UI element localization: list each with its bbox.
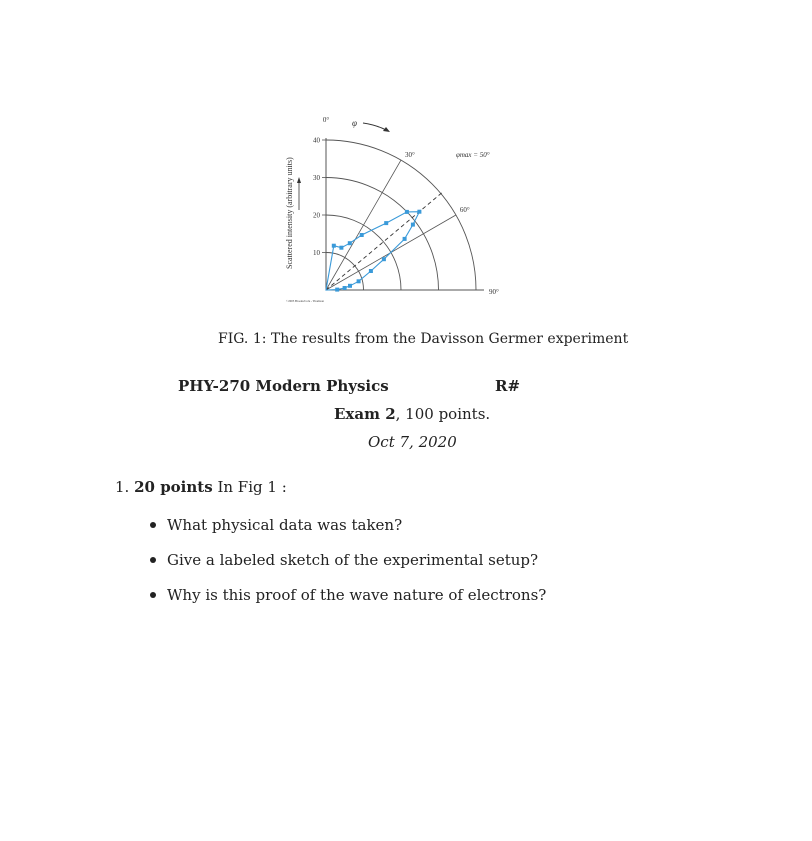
davisson-germer-polar-figure <box>270 86 560 316</box>
radial-tick-label: 10 <box>313 249 320 257</box>
bullet-item <box>150 543 546 578</box>
y-axis-label: Scattered intensity (arbitrary units) <box>285 157 294 269</box>
data-point <box>369 269 373 273</box>
bullet-text: What physical data was taken? <box>167 516 403 534</box>
credit-text: ©2005 Brooks/Cole - Thomson <box>286 299 324 303</box>
data-point <box>417 210 421 214</box>
angle-spoke <box>326 160 401 290</box>
bullet-dot-icon <box>150 592 156 598</box>
data-point <box>348 284 352 288</box>
bullet-text: Give a labeled sketch of the experimental setup? <box>167 551 539 569</box>
phi-max-dashed-line <box>326 192 443 290</box>
data-point <box>405 210 409 214</box>
angle-label: 90° <box>489 288 499 296</box>
figure-caption: FIG. 1: The results from the Davisson Germer experiment <box>218 331 629 347</box>
question-1 <box>115 478 287 496</box>
angle-label: 30° <box>405 151 415 160</box>
question-points: 20 points <box>134 478 213 496</box>
exam-line <box>334 405 490 423</box>
data-point <box>348 241 352 245</box>
phi-symbol: φ <box>352 118 357 128</box>
angle-label: 0° <box>322 116 330 124</box>
data-point <box>403 237 407 241</box>
angle-labels <box>323 116 499 296</box>
axes <box>326 138 484 290</box>
question-prompt: In Fig 1 : <box>217 478 287 496</box>
data-point <box>382 257 386 261</box>
data-point <box>384 221 388 225</box>
radial-tick-label: 30 <box>313 174 320 182</box>
exam-date: Oct 7, 2020 <box>368 433 457 451</box>
radial-arc <box>326 215 401 290</box>
data-point <box>357 279 361 283</box>
phi-max-label: φmax = 50° <box>456 151 490 159</box>
bullet-dot-icon <box>150 557 156 563</box>
radial-tick-label: 20 <box>313 211 320 220</box>
angle-label: 60° <box>459 206 470 214</box>
question-number: 1. <box>115 478 130 496</box>
data-point <box>360 233 364 237</box>
data-point <box>332 244 336 248</box>
bullet-dot-icon <box>150 522 156 528</box>
data-point <box>343 286 347 290</box>
data-point <box>339 246 343 250</box>
bullet-item <box>150 508 546 543</box>
radial-tick-labels <box>313 137 326 258</box>
data-point <box>335 288 339 292</box>
data-point <box>411 223 415 227</box>
intensity-curve <box>326 212 419 290</box>
bullet-item <box>150 578 546 613</box>
course-title: PHY-270 Modern Physics <box>178 377 389 395</box>
exam-title: Exam 2 <box>334 405 396 423</box>
r-number-label: R# <box>495 377 521 395</box>
radial-tick-label: 40 <box>313 136 320 145</box>
bullet-text: Why is this proof of the wave nature of electrons? <box>167 586 547 604</box>
question-bullet-list <box>150 508 546 613</box>
exam-points: , 100 points. <box>395 405 491 423</box>
radial-arc <box>326 178 439 291</box>
y-axis-arrow-head <box>297 177 301 183</box>
